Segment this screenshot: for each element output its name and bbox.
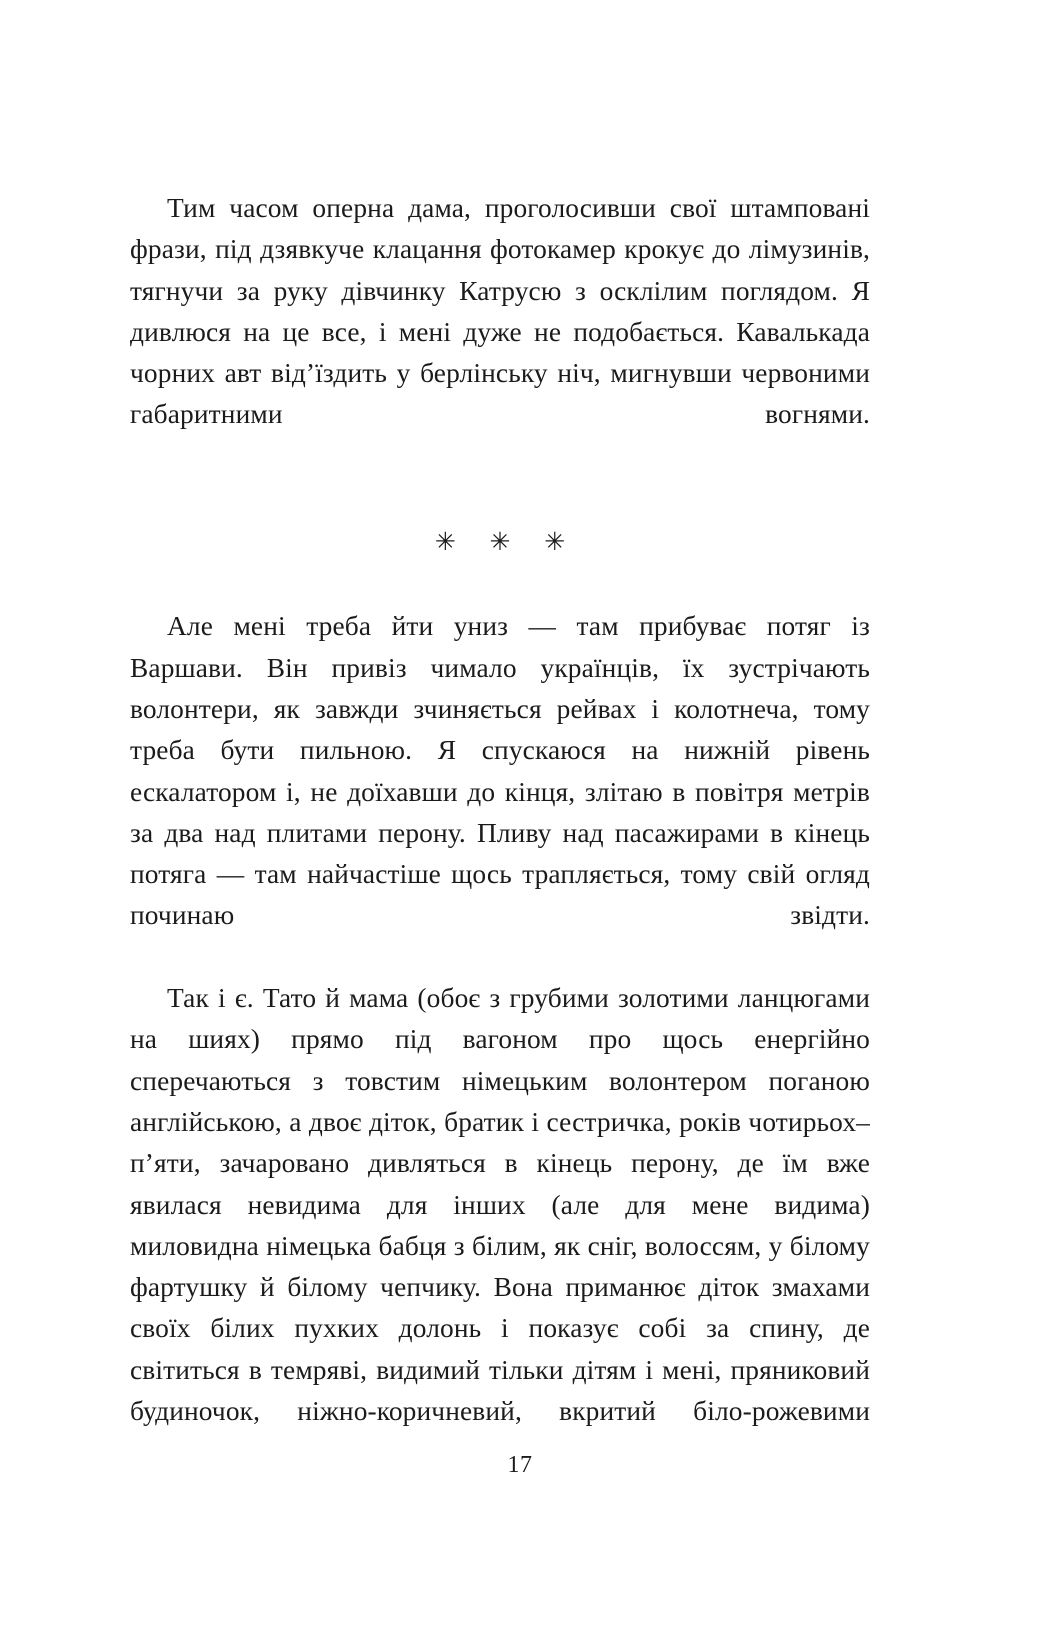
page-number: 17 bbox=[507, 1452, 533, 1478]
body-paragraph: Але мені треба йти униз — там прибуває потяг із Варшави. Він привіз чимало українців, їх зустрічають волонтери, як завжди зчиняється рейвах і колотнеча, тому треба бути пильною. Я спускаюся на нижній рівень ескалатором і, не доїхавши до кінця, злітаю в повітря метрів за два над плитами перону. Пливу над пасажирами в кінець потяга — там найчастіше щось трапляється, тому свій огляд починаю звідти. bbox=[130, 611, 870, 931]
text-column bbox=[130, 188, 870, 1474]
body-paragraph: Так і є. Тато й мама (обоє з грубими золотими ланцюгами на шиях) прямо під вагоном про щось енергійно сперечаються з товстим німецьким волонтером поганою англійською, а двоє діток, братик і сестричка, років чотирьох–п’яти, зачаровано дивляться в кінець перону, де їм вже явилася невидима для інших (але для мене видима) миловидна німецька бабця з білим, як сніг, волоссям, у білому фартушку й білому чепчику. Вона приманює діток змахами своїх білих пухких долонь і показує собі за спину, де світиться в темряві, видимий тільки дітям і мені, пряниковий будиночок, ніжно-коричневий, вкритий біло-рожевими bbox=[130, 983, 870, 1427]
section-divider-asterism: ✳ ✳ ✳ bbox=[434, 529, 579, 557]
body-paragraph: Тим часом оперна дама, проголосивши свої штамповані фрази, під дзявкуче клацання фотокамер крокує до лімузинів, тягнучи за руку дівчинку Катрусю з осклілим поглядом. Я дивлюся на це все, і мені дуже не подобається. Кавалькада чорних авт від’їздить у берлінську ніч, мигнувши червоними габаритними вогнями. bbox=[130, 193, 870, 430]
